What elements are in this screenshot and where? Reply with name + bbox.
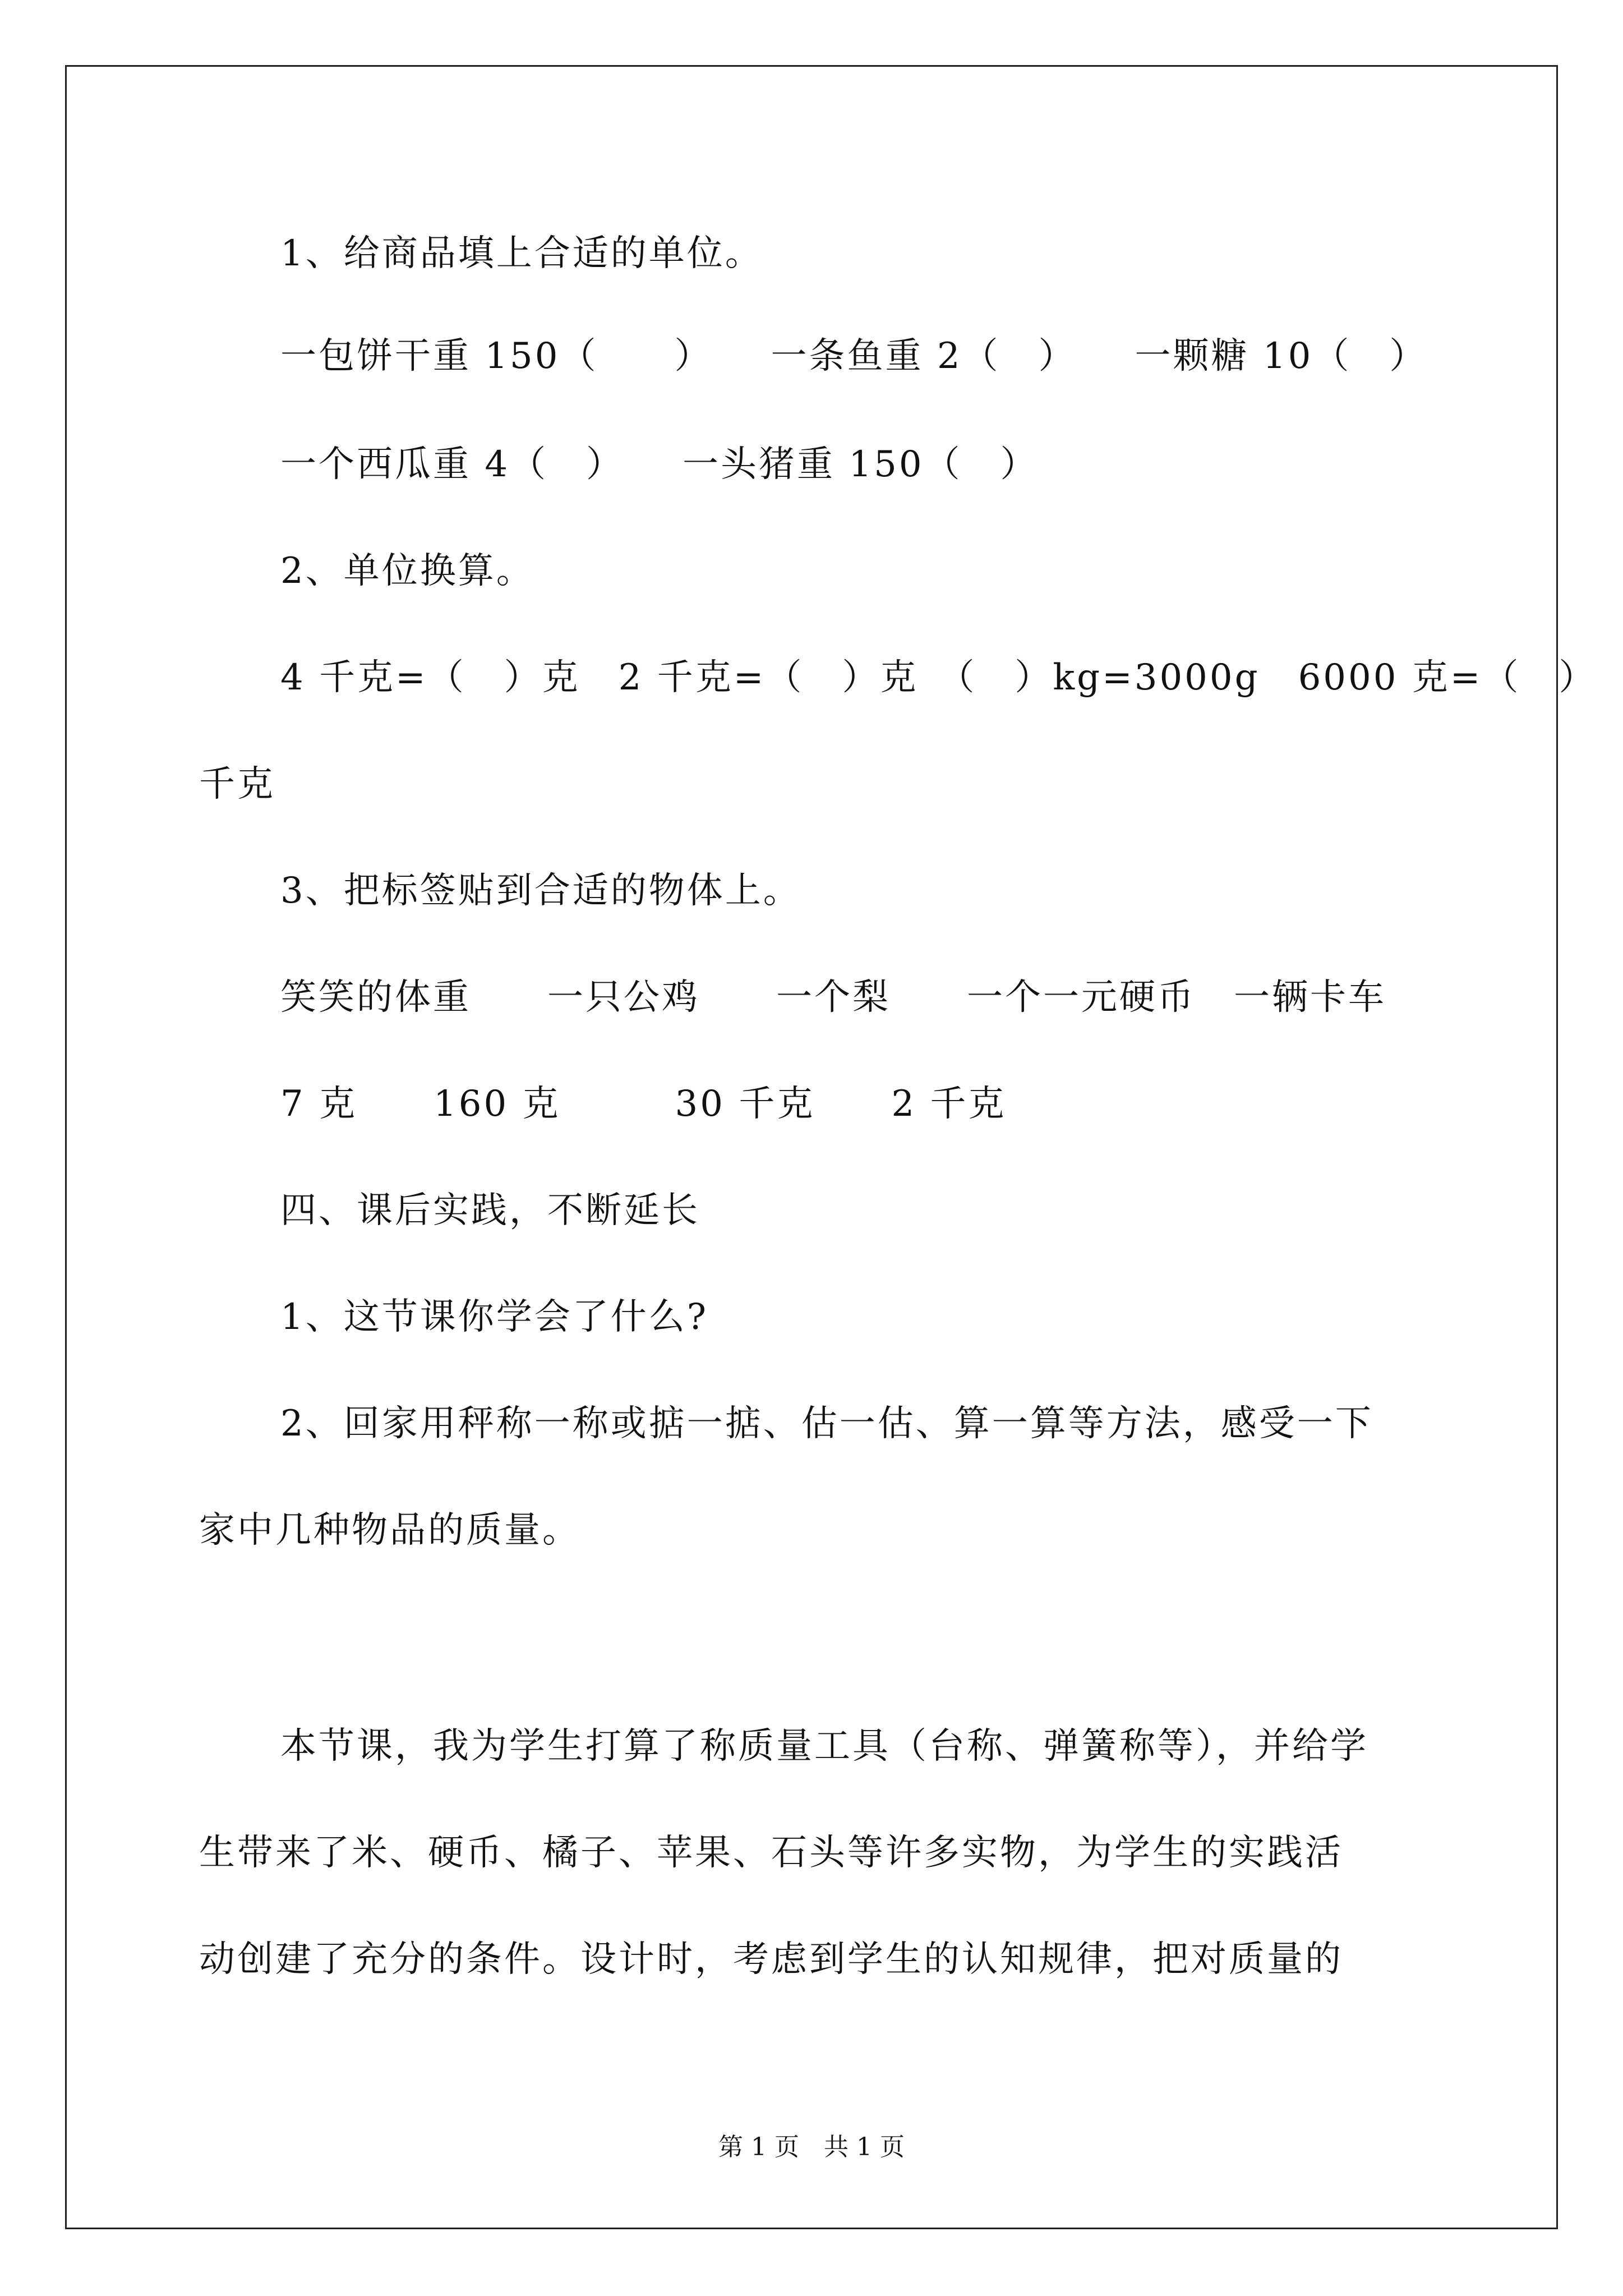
question-2-row: 4 千克=（ ）克 2 千克=（ ）克 （ ）kg=3000g 6000 克=（ ）	[280, 657, 1597, 698]
section-4-heading: 四、课后实践，不断延长	[280, 1190, 700, 1231]
question-3-heading: 3、把标签贴到合适的物体上。	[280, 870, 801, 912]
question-3-objects: 笑笑的体重 一只公鸡 一个梨 一个一元硬币 一辆卡车	[280, 977, 1386, 1018]
question-1-row-2: 一个西瓜重 4（ ） 一头猪重 150（ ）	[280, 444, 1039, 485]
page-footer: 第 1 页 共 1 页	[718, 2133, 905, 2161]
question-1-row-1: 一包饼干重 150（ ） 一条鱼重 2（ ） 一颗糖 10（ ）	[280, 335, 1428, 377]
practice-item-1: 1、这节课你学会了什么?	[280, 1296, 709, 1338]
reflection-paragraph-line-3: 动创建了充分的条件。设计时，考虑到学生的认知规律，把对质量的	[199, 1939, 1343, 1980]
question-2-row-wrap: 千克	[199, 763, 275, 805]
question-2-heading: 2、单位换算。	[280, 550, 534, 592]
practice-item-2-wrap: 家中几种物品的质量。	[199, 1510, 580, 1551]
page-border	[65, 65, 1558, 2229]
question-3-labels: 7 克 160 克 30 千克 2 千克	[280, 1083, 1007, 1125]
practice-item-2: 2、回家用秤称一称或掂一掂、估一估、算一算等方法，感受一下	[280, 1403, 1373, 1444]
reflection-paragraph-line-1: 本节课，我为学生打算了称质量工具（台称、弹簧称等），并给学	[280, 1726, 1368, 1767]
question-1-heading: 1、给商品填上合适的单位。	[280, 233, 763, 274]
reflection-paragraph-line-2: 生带来了米、硬币、橘子、苹果、石头等许多实物，为学生的实践活	[199, 1832, 1343, 1874]
